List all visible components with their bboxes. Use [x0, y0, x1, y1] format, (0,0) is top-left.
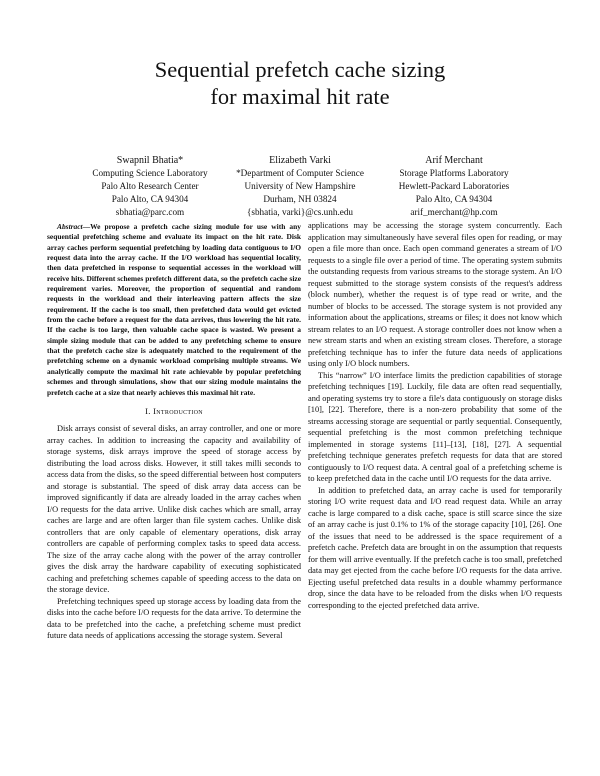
author-name: Elizabeth Varki [269, 155, 331, 166]
author-name: Swapnil Bhatia* [116, 155, 184, 166]
author-affiliation: Hewlett-Packard Laboratories [398, 181, 510, 192]
author-address: Palo Alto, CA 94304 [415, 194, 493, 205]
section-number: I. [145, 405, 151, 416]
left-column [47, 222, 301, 642]
title-line-2: for maximal hit rate [210, 84, 390, 109]
author-name: Arif Merchant [425, 155, 483, 166]
author-email: arif_merchant@hp.com [410, 207, 498, 218]
body-paragraph: Disk arrays consist of several disks, an array controller, and one or more array caches. In addition to increasing the capacity and availability of storage systems, disk arrays improve the speed of storage access by distributing the load across disks. However, it still takes milli seconds to access data from the disks, so the speed differential between host computers and storage is substantial. The speed of disk array data access can be improved significantly if data are already loaded in the array caches when I/O requests for the data arrive. Unlike disk caches which are small, array caches are large and are often larger than file system caches. Unlike disk controllers that are only capable of elementary operations, disk array controllers are capable of performing complex tasks to speed data access. The size of the array cache along with the power of the array controller gives the disk array the hardware capability of executing sophisticated caching and prefetching schemes capable of speeding access to the data on the storage device. [47, 424, 301, 595]
section-title: Introduction [153, 405, 203, 416]
author-email: {sbhatia, varki}@cs.unh.edu [246, 207, 354, 218]
author-affiliation: University of New Hampshire [244, 181, 356, 192]
author-address: Palo Alto, CA 94304 [111, 194, 189, 205]
section-heading [47, 406, 301, 418]
author-block-3 [359, 154, 549, 219]
author-affiliation: Storage Platforms Laboratory [399, 168, 509, 179]
author-address: Durham, NH 03824 [263, 194, 337, 205]
body-paragraph: This “narrow” I/O interface limits the prediction capabilities of storage prefetching techniques [19]. Luckily, file data are often read sequentially, and operating systems try to store a file's data contiguously on storage disks [10], [22]. Therefore, there is a non-zero probability that some of the streams accessing storage are sequential or partly sequential. Consequently, sequential prefetching is the most common prefetching technique implemented in storage systems [11]–[13], [18], [27]. A sequential prefetching technique generates prefetch requests for data that are stored contiguously to I/O request data. A central goal of a prefetching scheme is to keep prefetched data in the cache until I/O requests for the data arrive. [308, 370, 562, 483]
title-line-1: Sequential prefetch cache sizing [154, 57, 446, 82]
right-column [308, 220, 562, 611]
paper-title [0, 56, 600, 110]
body-paragraph: applications may be accessing the storage system concurrently. Each application may simultaneously have several files open for reading, or may open a file more than once. Each open command generates a stream of I/O requests to a single file over a period of time. The operating system submits the outstanding requests from various streams to the storage system. An I/O request submitted to the storage system consists of the request's address (block number), whether the request is of type read or write, and the number of blocks to be accessed. The storage system is not provided any information about the applications, streams or files; it does not know which stream relates to an I/O request. A storage controller does not know when a new stream starts and when an existing stream closes. Therefore, a storage prefetching technique has to infer the future data needs of applications using only I/O block numbers. [308, 221, 562, 368]
body-paragraph: In addition to prefetched data, an array cache is used for temporarily storing I/O write request data and I/O read request data. While an array cache is large compared to a disk cache, space is still scarce since the size of an array cache is just 0.1% to 1% of the storage capacity [10], [26]. One of the issues that need to be addressed is the space requirement of a prefetch cache. Prefetch data are brought in on the assumption that requests for them will arrive eventually. If the prefetch cache is too small, prefetched data may get ejected from the cache before I/O requests for the data arrive. Ejecting useful prefetched data results in a double whammy performance drop, since the data have to be reloaded from the disks when I/O requests corresponding to the ejected prefetched data arrive. [308, 485, 562, 610]
author-affiliation: Computing Science Laboratory [92, 168, 208, 179]
author-affiliation: *Department of Computer Science [236, 168, 364, 179]
abstract-label: Abstract [57, 222, 83, 231]
body-paragraph: Prefetching techniques speed up storage access by loading data from the disks into the cache before I/O requests for the data arrive. To determine the data to be prefetched into the cache, a prefetching scheme must predict future data needs of applications accessing the storage system. Several [47, 596, 301, 641]
author-email: sbhatia@parc.com [115, 207, 185, 218]
abstract [47, 222, 301, 398]
abstract-text: —We propose a prefetch cache sizing module for use with any sequential prefetching scheme and evaluate its impact on the hit rate. Disk array caches perform sequential prefetching by loading data contiguous to I/O request data into the array cache. If the I/O workload has sequential locality, then data prefetched in response to sequential accesses in the workload will receive hits. Different schemes prefetch different data, so the prefetch cache size requirement varies. Moreover, the proportion of sequential and random requests in the workload and their interleaving pattern affects the size requirement. If the cache is too small, then prefetched data would get evicted from the cache before a request for the data arrives, thus lowering the hit rate. If the cache is too large, then valuable cache space is wasted. We present a simple sizing module that can be added to any prefetching scheme to ensure that the prefetch cache size is adequately matched to the requirement of the prefetching scheme on a dynamic workload comprising multiple streams. We analytically compute the maximal hit rate achievable by popular prefetching schemes and through simulations, show that our sizing module maintains the prefetch cache at a size that nearly achieves this maximal hit rate. [47, 222, 301, 397]
author-affiliation: Palo Alto Research Center [101, 181, 199, 192]
